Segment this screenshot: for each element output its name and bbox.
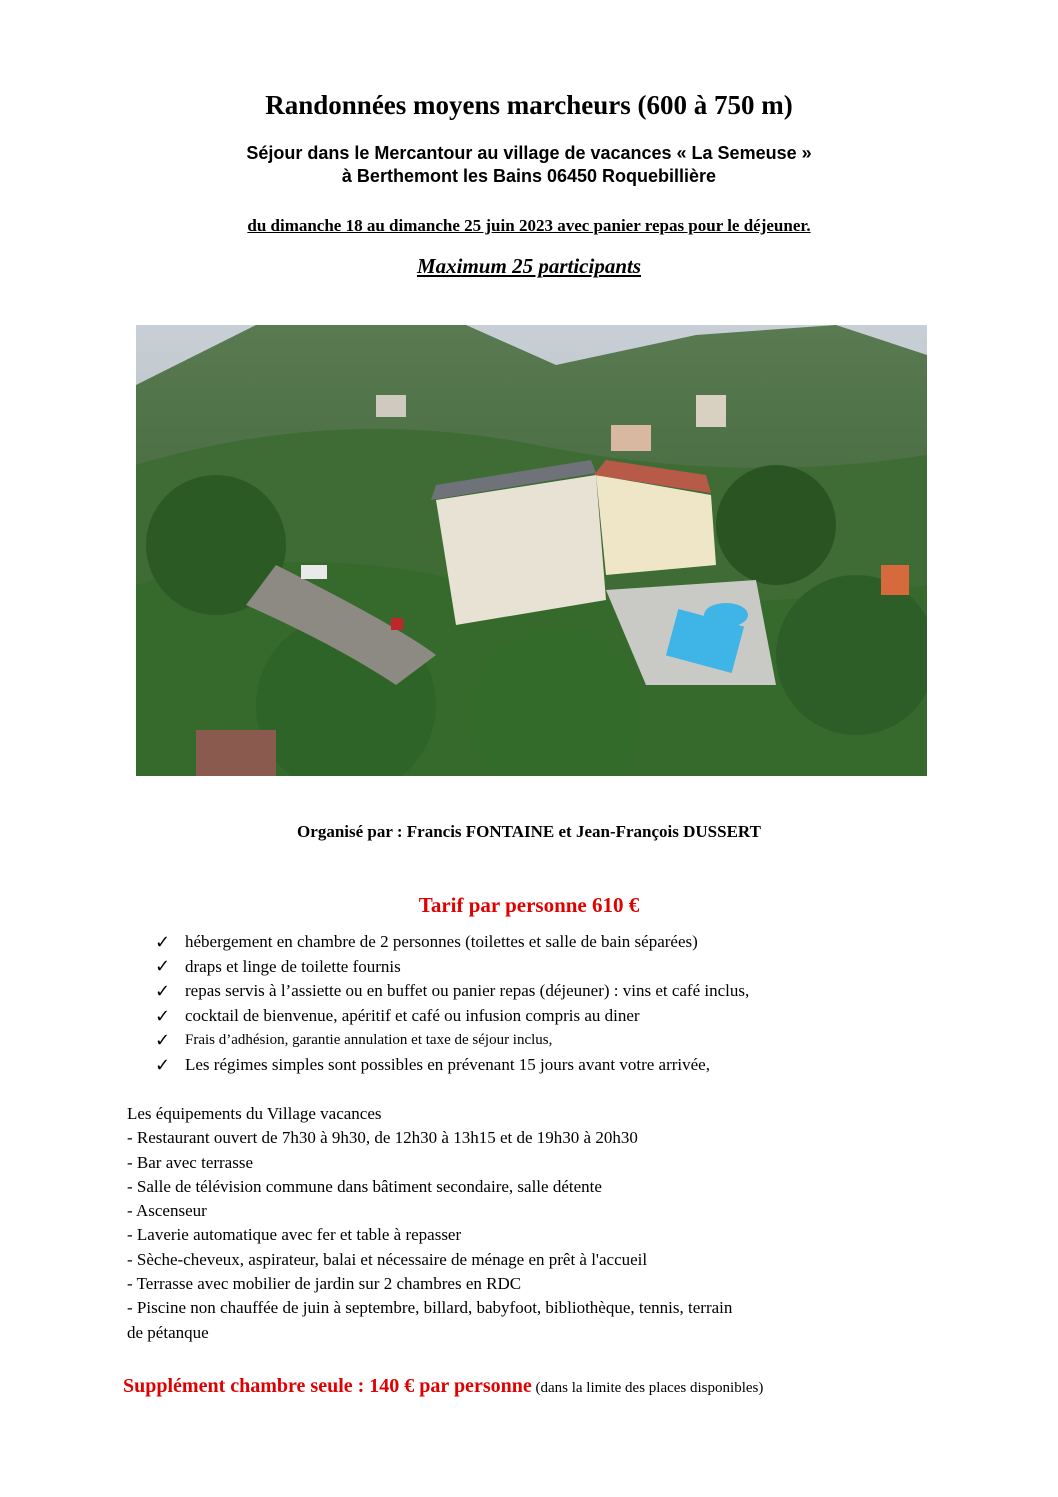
village-aerial-photo: [136, 325, 927, 776]
page-title: Randonnées moyens marcheurs (600 à 750 m): [265, 90, 793, 120]
price-heading: Tarif par personne 610 €: [418, 893, 640, 917]
check-icon: ✓: [155, 1054, 171, 1076]
subtitle-line-2: à Berthemont les Bains 06450 Roquebillière: [341, 166, 717, 186]
check-icon: ✓: [155, 1005, 171, 1027]
list-item: ✓ Frais d’adhésion, garantie annulation et taxe de séjour inclus,: [155, 1030, 553, 1052]
equipment-item: - Salle de télévision commune dans bâtiment secondaire, salle détente: [127, 1176, 602, 1196]
max-participants: Maximum 25 participants: [416, 254, 642, 278]
equipment-item: - Laverie automatique avec fer et table à repasser: [127, 1225, 462, 1245]
single-room-supplement: [123, 1375, 763, 1398]
check-icon: ✓: [155, 980, 171, 1002]
list-item: ✓ hébergement en chambre de 2 personnes (toilettes et salle de bain séparées): [155, 931, 698, 953]
subtitle-line-1: Séjour dans le Mercantour au village de vacances « La Semeuse »: [246, 143, 812, 163]
equipment-item: de pétanque: [127, 1322, 209, 1342]
equipment-item: - Restaurant ouvert de 7h30 à 9h30, de 12h30 à 13h15 et de 19h30 à 20h30: [127, 1128, 638, 1148]
equipment-item: - Bar avec terrasse: [127, 1152, 254, 1172]
list-item: ✓ Les régimes simples sont possibles en prévenant 15 jours avant votre arrivée,: [155, 1054, 710, 1076]
list-item: ✓ cocktail de bienvenue, apéritif et café ou infusion compris au diner: [155, 1005, 640, 1027]
equipment-item: - Piscine non chauffée de juin à septembre, billard, babyfoot, bibliothèque, tennis, terrain: [127, 1298, 733, 1318]
check-icon: ✓: [155, 956, 171, 978]
list-item: ✓ repas servis à l’assiette ou en buffet ou panier repas (déjeuner) : vins et café inclus,: [155, 980, 750, 1002]
stay-dates: du dimanche 18 au dimanche 25 juin 2023 avec panier repas pour le déjeuner.: [247, 216, 811, 235]
equipment-item: - Sèche-cheveux, aspirateur, balai et nécessaire de ménage en prêt à l'accueil: [127, 1249, 648, 1269]
equipment-section: [127, 1102, 732, 1345]
included-list: [155, 930, 749, 1078]
check-icon: ✓: [155, 1030, 171, 1052]
equipment-item: - Ascenseur: [127, 1201, 207, 1221]
equipment-heading: Les équipements du Village vacances: [127, 1104, 382, 1123]
check-icon: ✓: [155, 931, 171, 953]
list-item: ✓ draps et linge de toilette fournis: [155, 956, 401, 978]
organizer-line: Organisé par : Francis FONTAINE et Jean-François DUSSERT: [297, 822, 761, 841]
equipment-item: - Terrasse avec mobilier de jardin sur 2 chambres en RDC: [127, 1274, 522, 1294]
supplement-price: Supplément chambre seule : 140 € par personne: [123, 1375, 532, 1397]
supplement-note: (dans la limite des places disponibles): [531, 1380, 764, 1396]
